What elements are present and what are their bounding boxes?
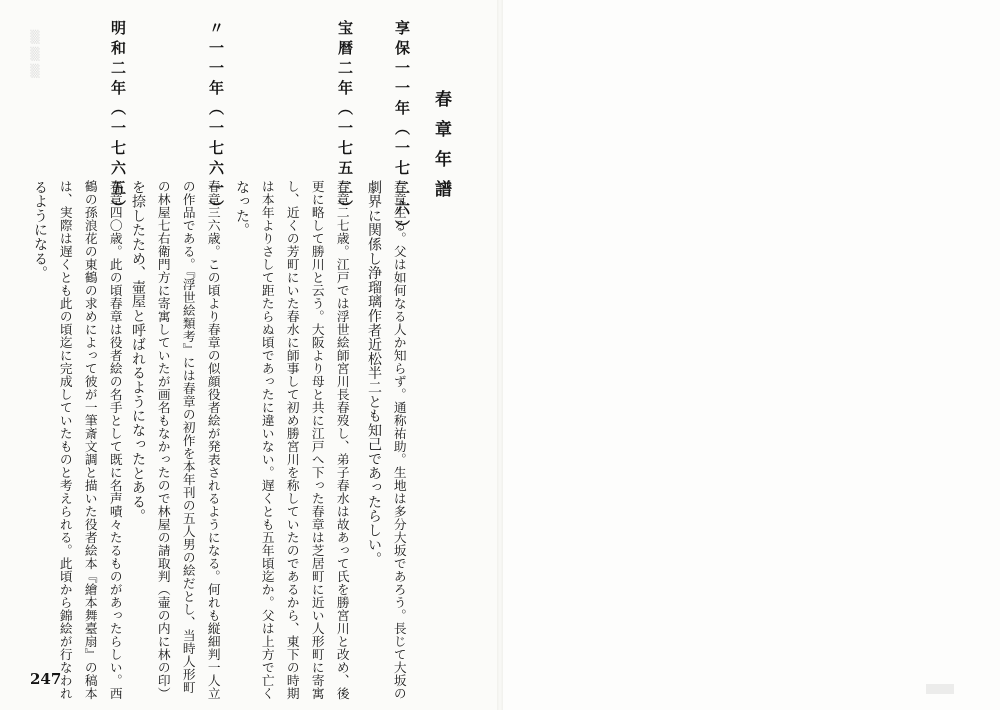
- entry-text-line: の作品である。『浮世絵類考』には春章の初作を本年刊の五人男の絵だとし、当時人形町: [180, 180, 196, 694]
- entry-text-line: 春章生る。父は如何なる人か知らず。通称祐助。生地は多分大坂であろう。長じて大坂の: [391, 180, 407, 700]
- bleed-through-mark: ▒▒▒: [28, 30, 42, 81]
- page-number: 247: [30, 670, 62, 688]
- entry-text-line: は本年よりさして距たらぬ頃であったに違いない。遅くとも五年頃迄か。父は上方で亡く: [259, 180, 275, 700]
- entry-year-label: 明和二年（一七六五）: [109, 20, 127, 220]
- entry-year-label: 宝暦二年（一七五二）: [336, 20, 354, 220]
- right-page: [500, 0, 1000, 710]
- page-title: 春章年譜: [431, 90, 451, 210]
- entry-text-line: 鶴の孫浪花の東鶴の求めによって彼が一筆斎文調と描いた役者絵本『繪本舞臺扇』の稿本: [82, 180, 98, 700]
- entry-text-line: は、実際は遅くとも此の頃迄に完成していたものと考えられる。此頃から錦絵が行なわれ: [57, 180, 73, 700]
- entry-text-line: を捺したため、壷屋と呼ばれるようになったとある。: [130, 180, 146, 524]
- book-gutter: [497, 0, 503, 710]
- entry-text-line: の林屋七右衛門方に寄寓していたが画名もなかったので林屋の請取判（壷の内に林の印）: [155, 180, 171, 700]
- entry-text-line: し、近くの芳町にいた春水に師事して初め勝宮川を称していたのであるから、東下の時期: [284, 180, 300, 700]
- entry-text-line: るようになる。: [32, 180, 48, 281]
- entry-text-line: 劇界に関係し浄瑠璃作者近松半二とも知己であったらしい。: [366, 180, 382, 567]
- entry-year-label: 享保一一年（一七二六）: [393, 20, 411, 240]
- entry-text-line: 更に略して勝川と云う。大阪より母と共に江戸へ下った春章は芝居町に近い人形町に寄寓: [309, 180, 325, 700]
- entry-text-line: 春章三六歳。この頃より春章の似顔役者絵が発表されるようになる。何れも縦細判一人立: [205, 180, 221, 700]
- entry-text-line: なった。: [234, 180, 250, 238]
- entry-text-line: 春章二七歳。江戸では浮世絵師宮川長春歿し、弟子春水は故あって氏を勝宮川と改め、後: [334, 180, 350, 700]
- entry-year-label: 〃一一年（一七六一）: [207, 20, 225, 220]
- bleed-through-smudge: [926, 684, 954, 694]
- entry-text-line: 春章四〇歳。此の頃春章は役者絵の名手として既に名声嘖々たるものがあったらしい。西: [107, 180, 123, 700]
